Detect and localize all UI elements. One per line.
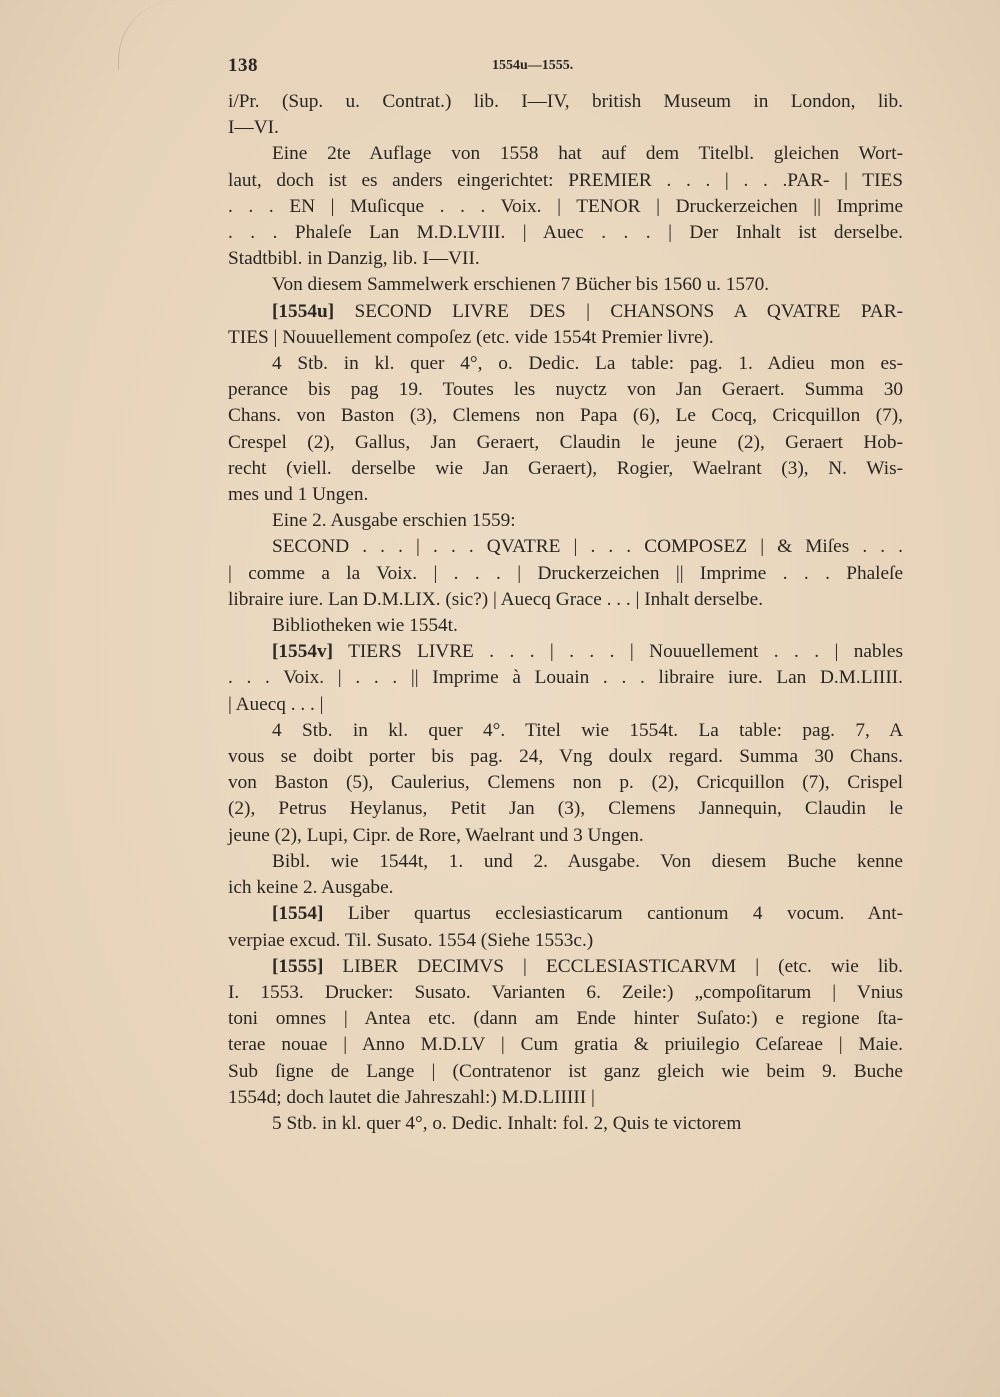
- paragraph: [228, 299, 903, 351]
- margin-pencil-mark: [118, 0, 179, 70]
- paragraph: [228, 613, 903, 639]
- line-text: 4 Stb. in kl. quer 4°. Titel wie 1554t. La table: pag. 7, A: [272, 719, 903, 741]
- text-line: [228, 718, 903, 744]
- line-text: toni omnes | Antea etc. (dann am Ende hinter Suſato:) e regione ſta-: [228, 1008, 903, 1030]
- paragraph: [228, 954, 903, 1111]
- page-number: 138: [228, 55, 258, 76]
- line-text: TIES | Nouuellement compoſez (etc. vide 1554t Premier livre).: [228, 326, 714, 348]
- text-line: [228, 456, 903, 482]
- text-line: [228, 928, 903, 954]
- text-line: [228, 89, 903, 115]
- line-text: mes und 1 Ungen.: [228, 484, 369, 506]
- text-line: [228, 796, 903, 822]
- text-line: [228, 639, 903, 665]
- line-text: libraire iure. Lan D.M.LIX. (sic?) | Auecq Grace . . . | Inhalt derselbe.: [228, 588, 764, 610]
- line-text: 5 Stb. in kl. quer 4°, o. Dedic. Inhalt: fol. 2, Quis te victorem: [272, 1112, 742, 1134]
- line-text: laut, doch ist es anders eingerichtet: PREMIER . . . | . . .PAR- | TIES: [228, 169, 903, 191]
- text-line: [228, 403, 903, 429]
- text-line: [228, 115, 903, 141]
- text-line: [228, 168, 903, 194]
- line-text: | comme a la Voix. | . . . | Druckerzeichen || Imprime . . . Phaleſe: [228, 562, 903, 584]
- paragraph: [228, 534, 903, 613]
- text-line: [228, 692, 903, 718]
- line-text: terae nouae | Anno M.D.LV | Cum gratia & priuilegio Ceſareae | Maie.: [228, 1034, 903, 1056]
- text-line: [228, 508, 903, 534]
- text-line: [228, 141, 903, 167]
- paragraph: [228, 141, 903, 272]
- paragraph: [228, 901, 903, 953]
- line-text: I—VI.: [228, 117, 279, 139]
- catalog-reference: [1554]: [272, 903, 324, 925]
- line-text: Liber quartus ecclesiasticarum cantionum 4 vocum. Ant-: [323, 903, 903, 925]
- text-line: [228, 351, 903, 377]
- text-line: [228, 430, 903, 456]
- catalog-reference: [1555]: [272, 955, 324, 977]
- text-line: [228, 1085, 903, 1111]
- text-line: [228, 980, 903, 1006]
- line-text: 4 Stb. in kl. quer 4°, o. Dedic. La table: pag. 1. Adieu mon es-: [272, 353, 903, 375]
- line-text: . . . Phaleſe Lan M.D.LVIII. | Auec . . . | Der Inhalt ist derselbe.: [228, 222, 903, 244]
- page-header: [228, 55, 903, 83]
- paragraph: [228, 89, 903, 141]
- line-text: Crespel (2), Gallus, Jan Geraert, Claudin le jeune (2), Geraert Hob-: [228, 431, 903, 453]
- text-line: [228, 377, 903, 403]
- catalog-reference: [1554v]: [272, 641, 334, 663]
- line-text: von Baston (5), Caulerius, Clemens non p. (2), Cricquillon (7), Crispel: [228, 772, 903, 794]
- line-text: Bibliotheken wie 1554t.: [272, 615, 458, 637]
- line-text: (2), Petrus Heylanus, Petit Jan (3), Clemens Jannequin, Claudin le: [228, 798, 903, 820]
- line-text: Eine 2te Auflage von 1558 hat auf dem Titelbl. gleichen Wort-: [272, 143, 903, 165]
- text-line: [228, 220, 903, 246]
- text-line: [228, 665, 903, 691]
- line-text: Bibl. wie 1544t, 1. und 2. Ausgabe. Von diesem Buche kenne: [272, 850, 903, 872]
- paragraph: [228, 718, 903, 849]
- paragraph: [228, 849, 903, 901]
- text-line: [228, 849, 903, 875]
- line-text: Chans. von Baston (3), Clemens non Papa (6), Le Cocq, Cricquillon (7),: [228, 405, 903, 427]
- body-text: [228, 89, 903, 1137]
- paragraph: [228, 639, 903, 718]
- text-line: [228, 875, 903, 901]
- paragraph: [228, 351, 903, 508]
- line-text: Stadtbibl. in Danzig, lib. I—VII.: [228, 248, 480, 270]
- text-line: [228, 325, 903, 351]
- running-head: 1554u—1555.: [492, 58, 574, 73]
- text-line: [228, 1111, 903, 1137]
- paragraph: [228, 508, 903, 534]
- text-line: [228, 1059, 903, 1085]
- line-text: . . . EN | Muſicque . . . Voix. | TENOR | Druckerzeichen || Imprime: [228, 195, 903, 217]
- text-line: [228, 954, 903, 980]
- line-text: jeune (2), Lupi, Cipr. de Rore, Waelrant und 3 Ungen.: [228, 824, 644, 846]
- catalog-reference: [1554u]: [272, 300, 335, 322]
- text-line: [228, 1032, 903, 1058]
- paragraph: [228, 1111, 903, 1137]
- line-text: SECOND . . . | . . . QVATRE | . . . COMPOSEZ | & Miſes . . .: [272, 536, 903, 558]
- text-line: [228, 901, 903, 927]
- line-text: LIBER DECIMVS | ECCLESIASTICARVM | (etc. wie lib.: [323, 955, 903, 977]
- line-text: vous se doibt porter bis pag. 24, Vng doulx regard. Summa 30 Chans.: [228, 746, 903, 768]
- line-text: | Auecq . . . |: [228, 693, 324, 715]
- line-text: I. 1553. Drucker: Susato. Varianten 6. Zeile:) „compoſitarum | Vnius: [228, 981, 903, 1003]
- line-text: ich keine 2. Ausgabe.: [228, 877, 394, 899]
- text-line: [228, 482, 903, 508]
- text-line: [228, 823, 903, 849]
- text-line: [228, 534, 903, 560]
- line-text: i/Pr. (Sup. u. Contrat.) lib. I—IV, british Museum in London, lib.: [228, 91, 903, 112]
- paragraph: [228, 272, 903, 298]
- text-line: [228, 561, 903, 587]
- text-line: [228, 272, 903, 298]
- text-line: [228, 613, 903, 639]
- text-line: [228, 246, 903, 272]
- text-line: [228, 194, 903, 220]
- line-text: SECOND LIVRE DES | CHANSONS A QVATRE PAR-: [334, 300, 903, 322]
- text-line: [228, 587, 903, 613]
- line-text: recht (viell. derselbe wie Jan Geraert), Rogier, Waelrant (3), N. Wis-: [228, 457, 903, 479]
- line-text: Sub ſigne de Lange | (Contratenor ist ganz gleich wie beim 9. Buche: [228, 1060, 903, 1082]
- line-text: 1554d; doch lautet die Jahreszahl:) M.D.LIIIII |: [228, 1086, 595, 1108]
- line-text: . . . Voix. | . . . || Imprime à Louain . . . libraire iure. Lan D.M.LIIII.: [228, 667, 903, 689]
- line-text: verpiae excud. Til. Susato. 1554 (Siehe 1553c.): [228, 929, 594, 951]
- line-text: Eine 2. Ausgabe erschien 1559:: [272, 510, 516, 532]
- line-text: TIERS LIVRE . . . | . . . | Nouuellement . . . | nables: [333, 641, 903, 663]
- text-line: [228, 299, 903, 325]
- text-line: [228, 744, 903, 770]
- text-line: [228, 1006, 903, 1032]
- text-line: [228, 770, 903, 796]
- line-text: Von diesem Sammelwerk erschienen 7 Bücher bis 1560 u. 1570.: [272, 274, 770, 296]
- line-text: perance bis pag 19. Toutes les nuyctz von Jan Geraert. Summa 30: [228, 379, 903, 401]
